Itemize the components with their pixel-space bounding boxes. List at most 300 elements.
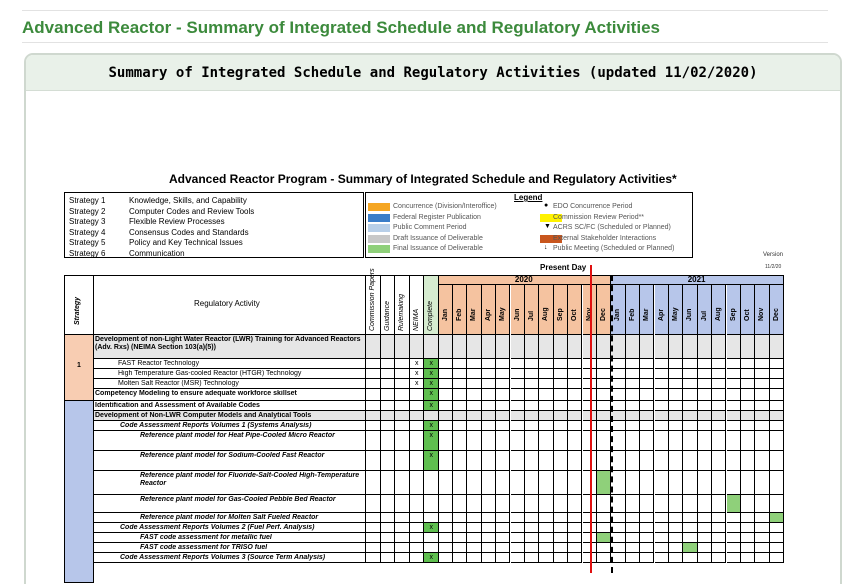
- month-cell: [496, 379, 510, 389]
- month-cell: [655, 369, 669, 379]
- activity-label: Code Assessment Reports Volumes 2 (Fuel Perf. Analysis): [120, 524, 315, 531]
- month-cell: [741, 401, 755, 411]
- flag-cell: [366, 421, 381, 431]
- activity-label: Reference plant model for Gas-Cooled Pebble Bed Reactor: [140, 496, 336, 503]
- month-cell: [712, 523, 726, 533]
- month-cell: [525, 543, 539, 553]
- month-cell: [727, 543, 741, 553]
- version-date: 11/2/20: [765, 264, 782, 270]
- month-cell: [467, 389, 481, 401]
- month-cell: [482, 523, 496, 533]
- month-cell: [482, 379, 496, 389]
- month-cell: [525, 523, 539, 533]
- flag-cell: [410, 411, 425, 421]
- month-cell: [755, 431, 769, 451]
- month-cell: [539, 495, 553, 513]
- month-cell: [554, 431, 568, 451]
- month-cell: [669, 471, 683, 495]
- flag-cell: [395, 379, 410, 389]
- month-cell: [655, 451, 669, 471]
- flag-cell: [410, 431, 425, 451]
- activity-label: Molten Salt Reactor (MSR) Technology: [118, 380, 239, 387]
- flag-cell: [410, 513, 425, 523]
- flag-cell: [381, 431, 396, 451]
- month-cell: [655, 421, 669, 431]
- month-label: Nov: [758, 307, 766, 321]
- month-cell: [683, 379, 697, 389]
- complete-mark: x: [429, 432, 433, 439]
- month-cell: [640, 523, 654, 533]
- month-cell: [597, 401, 611, 411]
- month-label: Jul: [700, 310, 708, 321]
- month-cell: [683, 431, 697, 451]
- month-cell: [554, 421, 568, 431]
- month-cell: [439, 401, 453, 411]
- month-cell: [568, 513, 582, 523]
- month-cell: [698, 401, 712, 411]
- month-cell: [741, 495, 755, 513]
- month-cell: [626, 451, 640, 471]
- month-cell: [669, 431, 683, 451]
- month-cell: [453, 379, 467, 389]
- month-cell: [496, 335, 510, 359]
- month-cell: [496, 471, 510, 495]
- month-cell: [669, 369, 683, 379]
- document-title: Advanced Reactor Program - Summary of Integrated Schedule and Regulatory Activities*: [169, 172, 677, 186]
- month-cell: [741, 359, 755, 369]
- flag-cell: [366, 543, 381, 553]
- month-cell: [712, 471, 726, 495]
- month-cell: [511, 495, 525, 513]
- month-cell: [727, 471, 741, 495]
- month-cell: [525, 451, 539, 471]
- month-cell: [496, 533, 510, 543]
- month-cell: [439, 451, 453, 471]
- activity-label: FAST code assessment for metallic fuel: [140, 534, 272, 541]
- month-cell: [770, 401, 784, 411]
- month-cell: [554, 401, 568, 411]
- neima-mark: x: [415, 360, 419, 367]
- month-cell: [611, 495, 625, 513]
- month-cell: [640, 553, 654, 563]
- flag-cell: [410, 553, 425, 563]
- month-cell: [655, 495, 669, 513]
- month-cell: [568, 451, 582, 471]
- complete-mark: x: [429, 452, 433, 459]
- flag-cell: [366, 359, 381, 369]
- month-cell: [755, 359, 769, 369]
- month-cell: [496, 401, 510, 411]
- month-label: Oct: [571, 309, 579, 321]
- month-cell: [467, 421, 481, 431]
- flag-cell: [410, 533, 425, 543]
- month-label: Mar: [643, 308, 651, 321]
- month-cell: [669, 379, 683, 389]
- flag-cell: [424, 543, 439, 553]
- month-cell: [669, 495, 683, 513]
- month-cell: [626, 543, 640, 553]
- panel-title: Summary of Integrated Schedule and Regulatory Activities (updated 11/02/2020): [26, 55, 840, 91]
- month-label: Aug: [542, 307, 550, 321]
- month-cell: [439, 421, 453, 431]
- month-cell: [568, 523, 582, 533]
- month-cell: [482, 533, 496, 543]
- flag-cell: [366, 495, 381, 513]
- month-cell: [727, 451, 741, 471]
- month-cell: [467, 411, 481, 421]
- strategy-name: Policy and Key Technical Issues: [129, 238, 243, 247]
- month-cell: [597, 421, 611, 431]
- month-cell: [467, 543, 481, 553]
- flag-cell: [366, 335, 381, 359]
- month-cell: [525, 389, 539, 401]
- month-cell: [698, 553, 712, 563]
- month-cell: [640, 421, 654, 431]
- month-cell: [597, 389, 611, 401]
- month-cell: [539, 389, 553, 401]
- flag-cell: [381, 471, 396, 495]
- legend-label: Federal Register Publication: [393, 213, 481, 221]
- month-label: Sep: [729, 308, 737, 321]
- month-cell: [539, 359, 553, 369]
- strategy-number: Strategy 2: [69, 206, 106, 216]
- month-cell: [727, 379, 741, 389]
- month-cell: [626, 369, 640, 379]
- month-cell: [482, 411, 496, 421]
- month-cell: [597, 513, 611, 523]
- month-cell: [770, 471, 784, 495]
- month-cell: [727, 431, 741, 451]
- flag-cell: [410, 543, 425, 553]
- title-divider: [22, 42, 828, 43]
- activity-label: Identification and Assessment of Available Codes: [95, 402, 260, 409]
- activity-label: Development of non-Light Water Reactor (LWR) Training for Advanced Reactors (Adv. Rxs) (NEIMA Section 103(a)(5)): [95, 336, 361, 351]
- month-cell: [453, 533, 467, 543]
- month-cell: [611, 379, 625, 389]
- month-cell: [467, 431, 481, 451]
- legend-marker: ↓: [544, 244, 548, 251]
- month-cell: [655, 513, 669, 523]
- month-cell: [712, 533, 726, 543]
- month-cell: [554, 543, 568, 553]
- month-cell: [439, 335, 453, 359]
- month-cell: [655, 389, 669, 401]
- month-cell: [554, 495, 568, 513]
- month-label: Jul: [527, 310, 535, 321]
- flag-cell: [395, 533, 410, 543]
- month-cell: [539, 335, 553, 359]
- flag-cell: [366, 553, 381, 563]
- legend-label: Public Comment Period: [393, 224, 467, 231]
- flag-cell: [366, 471, 381, 495]
- month-label: Jan: [441, 308, 449, 321]
- flag-cell: [381, 401, 396, 411]
- flag-cell: [395, 495, 410, 513]
- month-cell: [712, 513, 726, 523]
- month-cell: [453, 369, 467, 379]
- month-cell: [525, 359, 539, 369]
- month-cell: [597, 471, 611, 495]
- month-cell: [496, 451, 510, 471]
- month-cell: [683, 359, 697, 369]
- month-cell: [568, 369, 582, 379]
- flag-cell: [381, 451, 396, 471]
- month-cell: [539, 533, 553, 543]
- month-cell: [597, 335, 611, 359]
- complete-mark: x: [429, 402, 433, 409]
- month-cell: [611, 431, 625, 451]
- strategy-name: Communication: [129, 248, 185, 258]
- month-cell: [741, 451, 755, 471]
- flag-cell: [381, 411, 396, 421]
- legend-label: Commission Review Period**: [553, 213, 645, 221]
- month-cell: [770, 451, 784, 471]
- month-cell: [698, 421, 712, 431]
- month-cell: [554, 369, 568, 379]
- year-label: 2021: [687, 275, 706, 284]
- month-cell: [482, 421, 496, 431]
- month-cell: [611, 513, 625, 523]
- month-cell: [655, 401, 669, 411]
- month-cell: [712, 431, 726, 451]
- activity-label: Code Assessment Reports Volumes 3 (Source Term Analysis): [120, 554, 326, 561]
- month-cell: [770, 533, 784, 543]
- month-cell: [712, 553, 726, 563]
- month-cell: [698, 495, 712, 513]
- month-cell: [496, 431, 510, 451]
- activity-label: High Temperature Gas-cooled Reactor (HTGR) Technology: [118, 370, 302, 377]
- flag-cell: [395, 421, 410, 431]
- month-cell: [669, 533, 683, 543]
- month-cell: [611, 421, 625, 431]
- month-cell: [770, 495, 784, 513]
- month-cell: [453, 431, 467, 451]
- strategy-name: Flexible Review Processes: [129, 217, 225, 226]
- month-cell: [683, 421, 697, 431]
- month-cell: [467, 379, 481, 389]
- month-cell: [568, 401, 582, 411]
- legend-swatch: [368, 224, 390, 232]
- month-cell: [525, 421, 539, 431]
- month-cell: [467, 471, 481, 495]
- month-cell: [712, 543, 726, 553]
- month-cell: [439, 553, 453, 563]
- strategy-name: Consensus Codes and Standards: [129, 227, 249, 237]
- month-cell: [597, 451, 611, 471]
- legend-label: External Stakeholder Interactions: [553, 234, 657, 242]
- month-cell: [755, 523, 769, 533]
- month-cell: [626, 379, 640, 389]
- month-cell: [683, 401, 697, 411]
- strategy-row: [69, 207, 359, 217]
- flag-cell: [381, 513, 396, 523]
- month-cell: [741, 523, 755, 533]
- month-cell: [453, 389, 467, 401]
- page-title: Advanced Reactor - Summary of Integrated Schedule and Regulatory Activities: [22, 18, 660, 37]
- month-cell: [597, 523, 611, 533]
- column-header-label: Guidance: [383, 301, 391, 331]
- month-cell: [568, 335, 582, 359]
- month-label: May: [499, 307, 507, 321]
- month-cell: [525, 471, 539, 495]
- month-cell: [698, 543, 712, 553]
- flag-cell: [381, 523, 396, 533]
- month-cell: [554, 471, 568, 495]
- month-cell: [755, 401, 769, 411]
- month-cell: [755, 471, 769, 495]
- flag-cell: [366, 379, 381, 389]
- month-cell: [482, 431, 496, 451]
- month-cell: [539, 513, 553, 523]
- flag-cell: [410, 495, 425, 513]
- month-cell: [770, 513, 784, 523]
- flag-cell: [381, 421, 396, 431]
- month-cell: [755, 335, 769, 359]
- flag-cell: [381, 543, 396, 553]
- month-cell: [611, 389, 625, 401]
- month-cell: [539, 523, 553, 533]
- month-cell: [683, 495, 697, 513]
- month-cell: [453, 553, 467, 563]
- month-cell: [640, 379, 654, 389]
- flag-cell: [424, 335, 439, 359]
- month-cell: [655, 553, 669, 563]
- month-cell: [655, 431, 669, 451]
- legend-label: Final Issuance of Deliverable: [393, 245, 483, 252]
- complete-mark: x: [429, 360, 433, 367]
- flag-cell: [395, 543, 410, 553]
- flag-cell: [424, 513, 439, 523]
- month-cell: [611, 523, 625, 533]
- month-cell: [439, 523, 453, 533]
- strategy-cell-label: 1: [77, 362, 81, 369]
- month-cell: [755, 421, 769, 431]
- month-cell: [669, 553, 683, 563]
- month-cell: [640, 389, 654, 401]
- month-cell: [626, 389, 640, 401]
- month-cell: [698, 335, 712, 359]
- month-cell: [640, 369, 654, 379]
- month-cell: [640, 451, 654, 471]
- month-cell: [698, 359, 712, 369]
- month-label: Jun: [513, 308, 521, 321]
- legend-label: Public Meeting (Scheduled or Planned): [553, 245, 675, 252]
- month-cell: [482, 451, 496, 471]
- month-cell: [511, 523, 525, 533]
- month-cell: [712, 359, 726, 369]
- flag-cell: [366, 369, 381, 379]
- month-cell: [770, 379, 784, 389]
- month-cell: [568, 421, 582, 431]
- month-cell: [511, 533, 525, 543]
- month-cell: [525, 513, 539, 523]
- month-cell: [640, 471, 654, 495]
- strategy-cell-2: [64, 401, 94, 583]
- month-cell: [669, 451, 683, 471]
- month-cell: [669, 543, 683, 553]
- month-label: Aug: [715, 307, 723, 321]
- month-cell: [640, 513, 654, 523]
- month-cell: [554, 523, 568, 533]
- flag-cell: [410, 523, 425, 533]
- month-cell: [755, 379, 769, 389]
- legend-title: Legend: [514, 193, 543, 202]
- month-cell: [741, 513, 755, 523]
- flag-cell: [410, 421, 425, 431]
- month-cell: [453, 513, 467, 523]
- month-cell: [482, 553, 496, 563]
- month-cell: [712, 421, 726, 431]
- month-cell: [712, 401, 726, 411]
- month-cell: [755, 553, 769, 563]
- month-cell: [712, 495, 726, 513]
- month-cell: [655, 411, 669, 421]
- year-label: 2020: [514, 275, 533, 284]
- month-cell: [741, 553, 755, 563]
- month-cell: [511, 379, 525, 389]
- month-cell: [683, 543, 697, 553]
- month-cell: [511, 543, 525, 553]
- month-cell: [626, 431, 640, 451]
- flag-cell: [424, 471, 439, 495]
- month-cell: [597, 431, 611, 451]
- top-divider: [22, 10, 828, 11]
- flag-cell: [395, 513, 410, 523]
- month-cell: [669, 401, 683, 411]
- flag-cell: [424, 533, 439, 543]
- month-cell: [727, 533, 741, 543]
- month-label: May: [671, 307, 679, 321]
- month-cell: [626, 495, 640, 513]
- month-cell: [554, 553, 568, 563]
- month-cell: [467, 451, 481, 471]
- flag-cell: [381, 359, 396, 369]
- month-cell: [496, 421, 510, 431]
- month-cell: [683, 389, 697, 401]
- legend-marker: ▼: [544, 223, 551, 230]
- flag-cell: [410, 389, 425, 401]
- flag-cell: [410, 401, 425, 411]
- month-cell: [467, 553, 481, 563]
- flag-cell: [395, 369, 410, 379]
- month-cell: [496, 389, 510, 401]
- activity-label: Reference plant model for Fluoride-Salt-Cooled High-Temperature Reactor: [140, 472, 360, 487]
- flag-cell: [424, 495, 439, 513]
- month-cell: [770, 543, 784, 553]
- month-cell: [727, 513, 741, 523]
- month-cell: [683, 553, 697, 563]
- month-cell: [741, 379, 755, 389]
- flag-cell: [395, 523, 410, 533]
- month-cell: [741, 369, 755, 379]
- complete-mark: x: [429, 390, 433, 397]
- month-cell: [453, 523, 467, 533]
- month-cell: [640, 495, 654, 513]
- legend-label: Draft Issuance of Deliverable: [393, 234, 483, 242]
- flag-cell: [366, 411, 381, 421]
- month-cell: [597, 543, 611, 553]
- month-cell: [511, 369, 525, 379]
- month-cell: [496, 411, 510, 421]
- month-cell: [439, 471, 453, 495]
- year-divider-line: [611, 275, 613, 573]
- flag-cell: [395, 451, 410, 471]
- month-label: Mar: [470, 308, 478, 321]
- activity-label: Reference plant model for Heat Pipe-Cooled Micro Reactor: [140, 432, 335, 439]
- month-label: Apr: [484, 308, 492, 321]
- month-cell: [525, 553, 539, 563]
- month-cell: [669, 335, 683, 359]
